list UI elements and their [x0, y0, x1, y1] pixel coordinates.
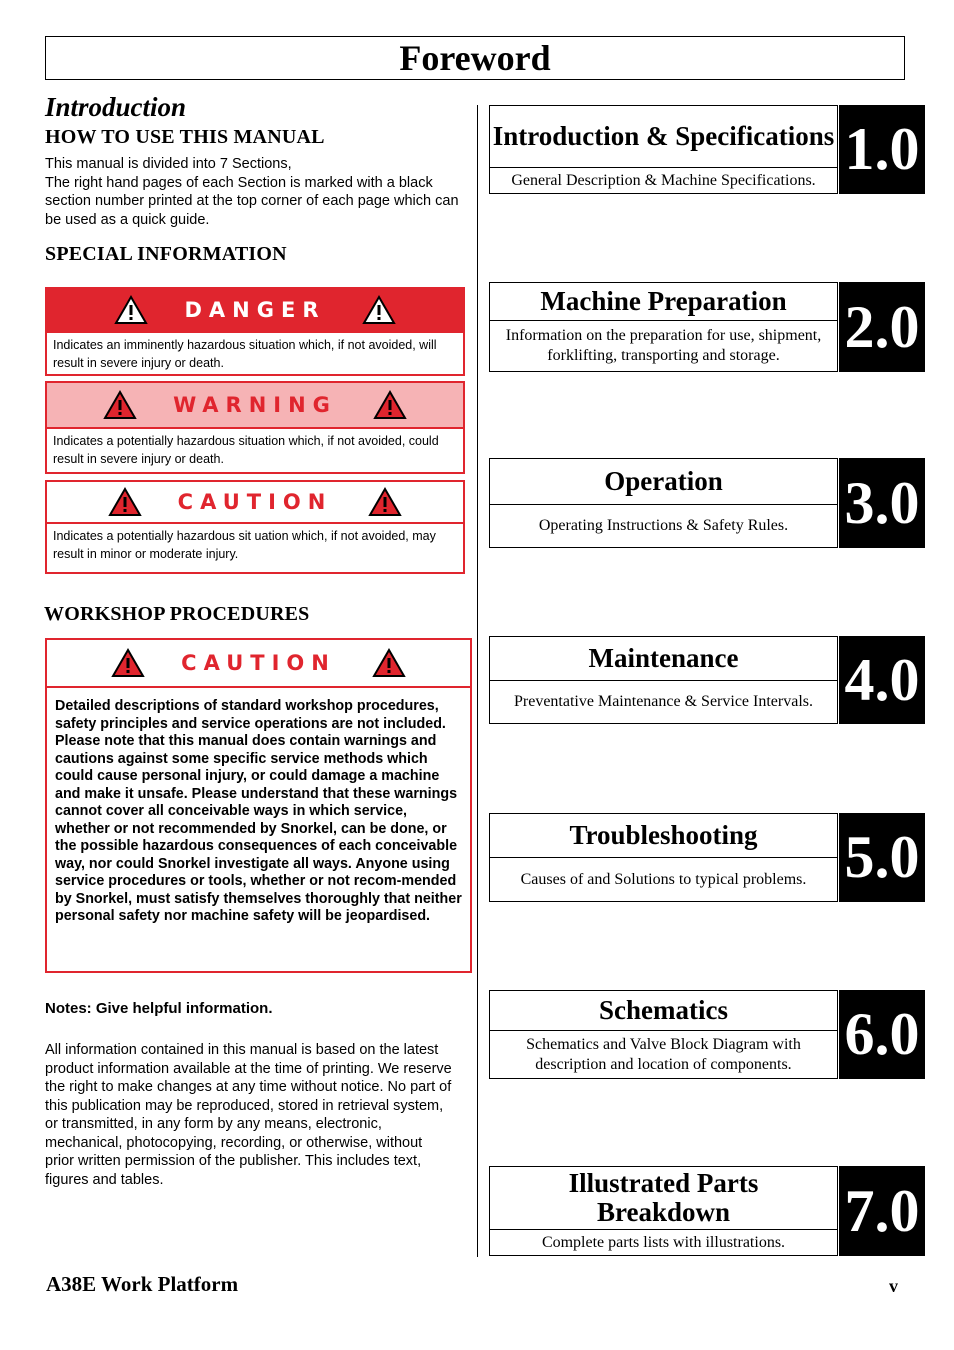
disclaimer-text: All information contained in this manual is based on the latest product information available at the time of printing. We reserve the right to make changes at any time without notice. No part of this publication may be reproduced, stored in retrieval system, or transmitted, in any form by any means, electronic, mechanical, photocopying, recording, or otherwise, without prior written permission of the publisher. This includes text, figures and tables.	[45, 1042, 452, 1188]
section-title: Troubleshooting	[490, 814, 837, 858]
section-box-4	[489, 636, 838, 724]
how-to-use-text	[45, 155, 475, 229]
warning-triangle-icon	[103, 390, 137, 420]
how-to-use-line: This manual is divided into 7 Sections,	[45, 156, 292, 172]
caution-text: Indicates a potentially hazardous sit uation which, if not avoided, may result in minor or moderate injury.	[53, 529, 436, 561]
special-info-heading: SPECIAL INFORMATION	[45, 243, 287, 265]
section-description: Operating Instructions & Safety Rules.	[538, 517, 789, 534]
warning-triangle-icon	[114, 295, 148, 325]
caution-box	[45, 480, 465, 574]
section-number-tab: 4.0	[839, 636, 925, 724]
warning-triangle-icon	[111, 648, 145, 678]
section-description: Schematics and Valve Block Diagram with description and location of components.	[526, 1035, 801, 1073]
section-number-tab: 2.0	[839, 282, 925, 372]
section-title: Maintenance	[490, 637, 837, 681]
introduction-heading: Introduction	[45, 92, 187, 122]
section-number-tab: 6.0	[839, 990, 925, 1079]
warning-box	[45, 381, 465, 474]
warning-triangle-icon	[362, 295, 396, 325]
section-box-1	[489, 105, 838, 194]
section-title: Operation	[490, 459, 837, 505]
section-number-tab: 3.0	[839, 458, 925, 548]
workshop-heading: WORKSHOP PROCEDURES	[44, 603, 310, 625]
section-description: Preventative Maintenance & Service Intervals.	[514, 693, 813, 710]
section-title: Schematics	[490, 991, 837, 1031]
section-title: Introduction & Specifications	[490, 106, 837, 168]
warning-text: Indicates a potentially hazardous situation which, if not avoided, could result in severe injury or death.	[53, 434, 439, 466]
section-description: Information on the preparation for use, shipment, forklifting, transporting and storage.	[505, 327, 822, 364]
section-title: Machine Preparation	[490, 283, 837, 321]
section-number-tab: 7.0	[839, 1166, 925, 1256]
warning-header	[47, 383, 463, 429]
column-divider	[477, 105, 478, 1257]
how-to-use-heading: HOW TO USE THIS MANUAL	[45, 126, 325, 148]
page-title: Foreword	[399, 38, 551, 78]
caution-word: CAUTION	[177, 490, 333, 514]
footer-page-number: v	[889, 1276, 898, 1296]
section-number-tab: 5.0	[839, 813, 925, 902]
section-description: General Description & Machine Specifications.	[511, 171, 816, 189]
section-box-2	[489, 282, 838, 372]
section-box-6	[489, 990, 838, 1079]
section-box-3	[489, 458, 838, 548]
how-to-use-line: The right hand pages of each Section is marked with a black section number printed at the top corner of each page which can be used as a quick guide.	[45, 174, 459, 228]
footer-product: A38E Work Platform	[46, 1272, 239, 1296]
workshop-caution-box	[45, 638, 472, 973]
section-box-5	[489, 813, 838, 902]
caution-header	[47, 482, 463, 524]
workshop-caution-header	[47, 640, 470, 688]
page-title-box	[45, 36, 905, 80]
danger-header	[47, 289, 463, 333]
warning-triangle-icon	[372, 648, 406, 678]
danger-box	[45, 287, 465, 376]
section-number-tab: 1.0	[839, 105, 925, 194]
section-description: Complete parts lists with illustrations.	[541, 1233, 786, 1251]
warning-triangle-icon	[368, 487, 402, 517]
warning-triangle-icon	[108, 487, 142, 517]
danger-word: DANGER	[184, 298, 326, 322]
section-title: Illustrated Parts Breakdown	[490, 1167, 837, 1230]
workshop-caution-text: Detailed descriptions of standard workshop procedures, safety principles and service operations are not included. Please note that this manual does contain warnings and cautions against some specific service methods which could cause personal injury, or could damage a machine and make it unsafe. Please understand that these warnings cannot cover all conceivable ways in which service, whether or not recommended by Snorkel, can be done, or the possible hazardous consequences of each conceivable way, nor could Snorkel investigate all ways. Anyone using service procedures or tools, whether or not recom-mended by Snorkel, must satisfy themselves thoroughly that neither personal safety nor machine safety will be jeopardised.	[55, 698, 462, 924]
warning-triangle-icon	[373, 390, 407, 420]
danger-text: Indicates an imminently hazardous situation which, if not avoided, will result in severe injury or death.	[53, 338, 437, 370]
notes-label: Notes: Give helpful information.	[45, 1000, 273, 1017]
workshop-caution-word: CAUTION	[181, 651, 336, 675]
section-description: Causes of and Solutions to typical problems.	[520, 870, 807, 888]
warning-word: WARNING	[173, 393, 337, 417]
section-box-7	[489, 1166, 838, 1256]
